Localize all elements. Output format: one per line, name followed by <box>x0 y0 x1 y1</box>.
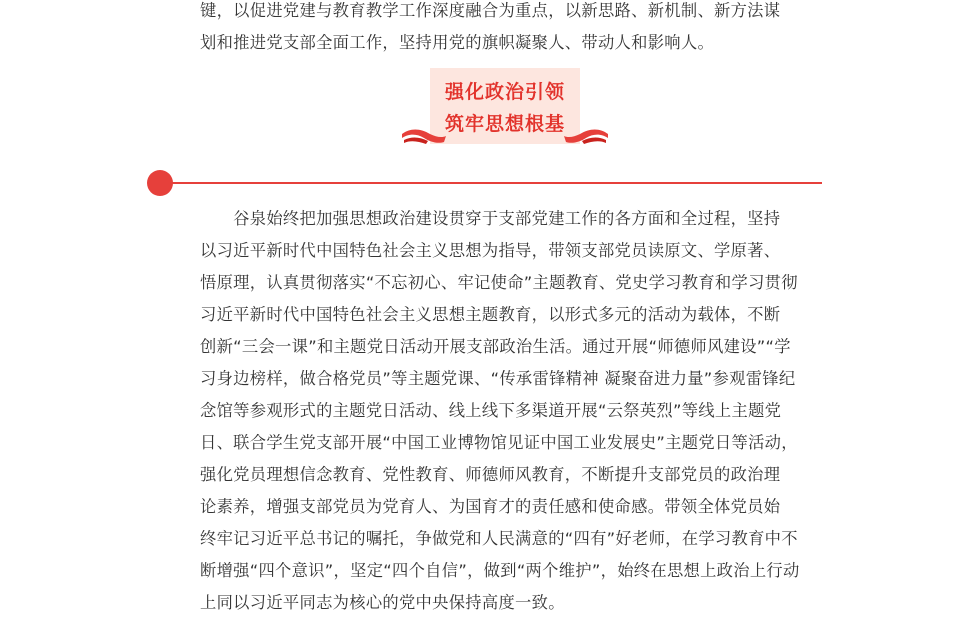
body-line: 终牢记习近平总书记的嘱托，争做党和人民满意的“四有”好老师，在学习教育中不 <box>200 529 798 548</box>
intro-line: 键，以促进党建与教育教学工作深度融合为重点，以新思路、新机制、新方法谋 <box>200 1 781 20</box>
divider-line <box>167 182 822 184</box>
section-divider <box>147 170 822 196</box>
body-line: 日、联合学生党支部开展“中国工业博物馆见证中国工业发展史”主题党日等活动， <box>200 433 798 452</box>
ribbon-right-icon <box>562 124 610 146</box>
body-line: 论素养，增强支部党员为党育人、为国育才的责任感和使命感。带领全体党员始 <box>200 497 781 516</box>
divider-dot-icon <box>147 170 173 196</box>
ribbon-left-icon <box>400 124 448 146</box>
body-line: 创新“三会一课”和主题党日活动开展支部政治生活。通过开展“师德师风建设”“学 <box>200 337 791 356</box>
body-line: 念馆等参观形式的主题党日活动、线上线下多渠道开展“云祭英烈”等线上主题党 <box>200 401 782 420</box>
section-heading-line-2: 筑牢思想根基 <box>444 113 565 135</box>
section-heading-line-1: 强化政治引领 <box>444 81 565 103</box>
body-line: 习近平新时代中国特色社会主义思想主题教育，以形式多元的活动为载体，不断 <box>200 305 781 324</box>
section-heading <box>430 68 580 146</box>
intro-line: 划和推进党支部全面工作，坚持用党的旗帜凝聚人、带动人和影响人。 <box>200 33 715 52</box>
body-line: 谷泉始终把加强思想政治建设贯穿于支部党建工作的各方面和全过程，坚持 <box>200 209 781 228</box>
body-line: 悟原理，认真贯彻落实“不忘初心、牢记使命”主题教育、党史学习教育和学习贯彻 <box>200 273 798 292</box>
body-line: 以习近平新时代中国特色社会主义思想为指导，带领支部党员读原文、学原著、 <box>200 241 781 260</box>
body-line: 上同以习近平同志为核心的党中央保持高度一致。 <box>200 593 565 612</box>
body-paragraph <box>200 203 816 618</box>
body-line: 断增强“四个意识”，坚定“四个自信”，做到“两个维护”，始终在思想上政治上行动 <box>200 561 800 580</box>
intro-paragraph <box>200 0 816 59</box>
body-line: 习身边榜样，做合格党员”等主题党课、“传承雷锋精神 凝聚奋进力量”参观雷锋纪 <box>200 369 796 388</box>
body-line: 强化党员理想信念教育、党性教育、师德师风教育，不断提升支部党员的政治理 <box>200 465 781 484</box>
